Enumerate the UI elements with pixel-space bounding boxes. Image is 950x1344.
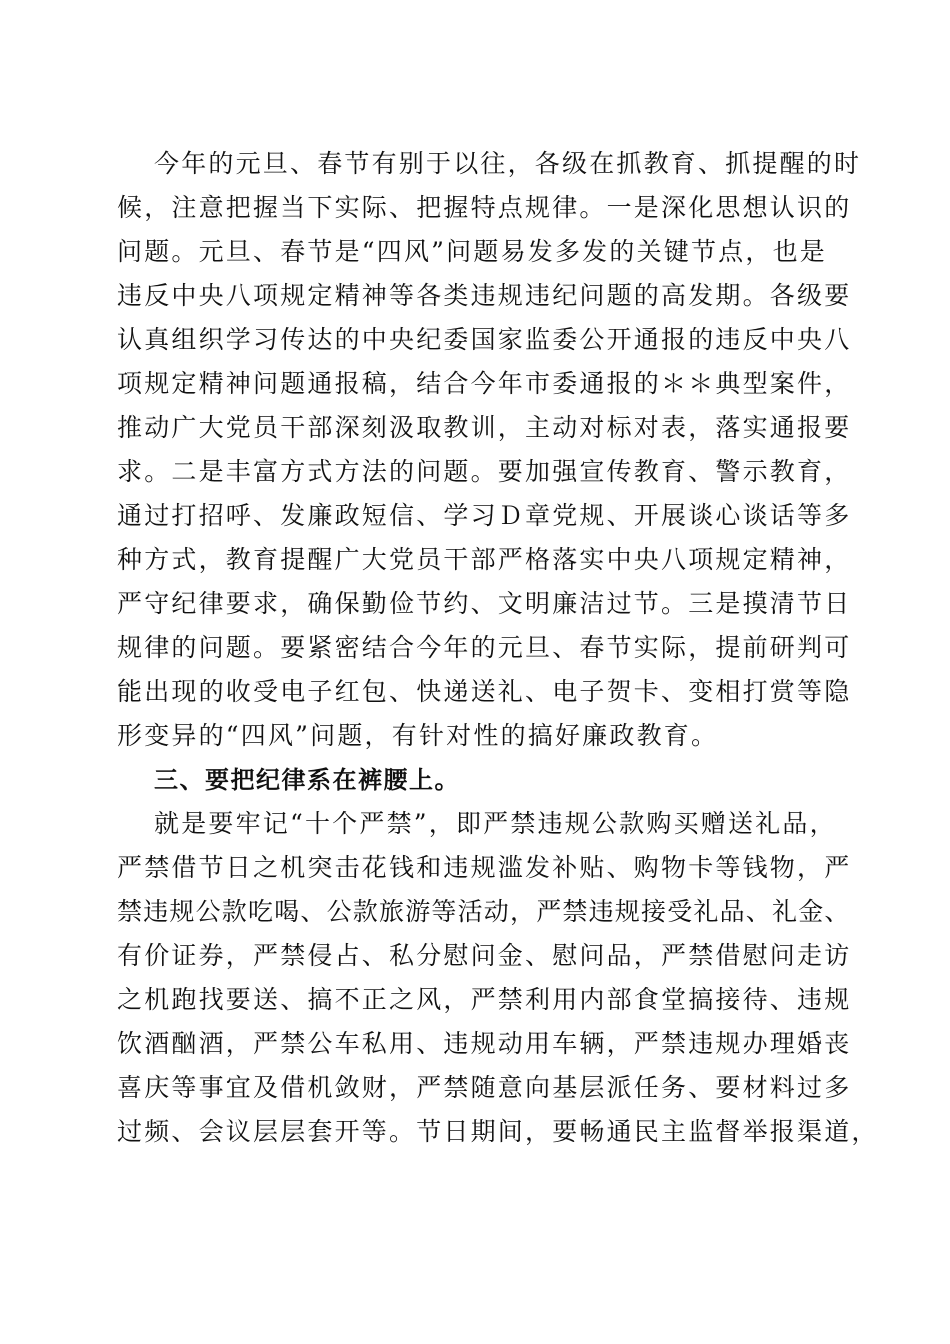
paragraph-line: 今年的元旦、春节有别于以往，各级在抓教育、抓提醒的时	[154, 149, 862, 178]
paragraph-line: 喜庆等事宜及借机敛财，严禁随意向基层派任务、要材料过多	[117, 1073, 852, 1102]
paragraph-line: 严禁借节日之机突击花钱和违规滥发补贴、购物卡等钱物，严	[117, 853, 852, 882]
paragraph-line: 能出现的收受电子红包、快递送礼、电子贺卡、变相打赏等隐	[117, 677, 852, 706]
paragraph-line: 就是要牢记“十个严禁”，即严禁违规公款购买赠送礼品，	[154, 809, 837, 838]
paragraph-line: 之机跑找要送、搞不正之风，严禁利用内部食堂搞接待、违规	[117, 985, 852, 1014]
paragraph-line: 违反中央八项规定精神等各类违规违纪问题的高发期。各级要	[117, 281, 852, 310]
paragraph-line: 过频、会议层层套开等。节日期间，要畅通民主监督举报渠道，	[117, 1117, 879, 1146]
paragraph-line: 种方式，教育提醒广大党员干部严格落实中央八项规定精神，	[117, 545, 852, 574]
paragraph-line: 饮酒酗酒，严禁公车私用、违规动用车辆，严禁违规办理婚丧	[117, 1029, 852, 1058]
paragraph-line: 问题。元旦、春节是“四风”问题易发多发的关键节点，也是	[117, 237, 827, 266]
paragraph-line: 规律的问题。要紧密结合今年的元旦、春节实际，提前研判可	[117, 633, 852, 662]
paragraph-line: 通过打招呼、发廉政短信、学习Ｄ章党规、开展谈心谈话等多	[117, 501, 852, 530]
paragraph-line: 候，注意把握当下实际、把握特点规律。一是深化思想认识的	[117, 193, 852, 222]
paragraph-line: 有价证券，严禁侵占、私分慰问金、慰问品，严禁借慰问走访	[117, 941, 852, 970]
paragraph-line: 严守纪律要求，确保勤俭节约、文明廉洁过节。三是摸清节日	[117, 589, 852, 618]
paragraph-line: 推动广大党员干部深刻汲取教训，主动对标对表，落实通报要	[117, 413, 852, 442]
paragraph-line: 形变异的“四风”问题，有针对性的搞好廉政教育。	[117, 721, 719, 750]
paragraph-line: 项规定精神问题通报稿，结合今年市委通报的＊＊典型案件，	[117, 369, 852, 398]
paragraph-line: 求。二是丰富方式方法的问题。要加强宣传教育、警示教育，	[117, 457, 852, 486]
section-heading-3: 三、要把纪律系在裤腰上。	[154, 766, 460, 794]
paragraph-line: 认真组织学习传达的中央纪委国家监委公开通报的违反中央八	[117, 325, 852, 354]
paragraph-line: 禁违规公款吃喝、公款旅游等活动，严禁违规接受礼品、礼金、	[117, 897, 851, 926]
